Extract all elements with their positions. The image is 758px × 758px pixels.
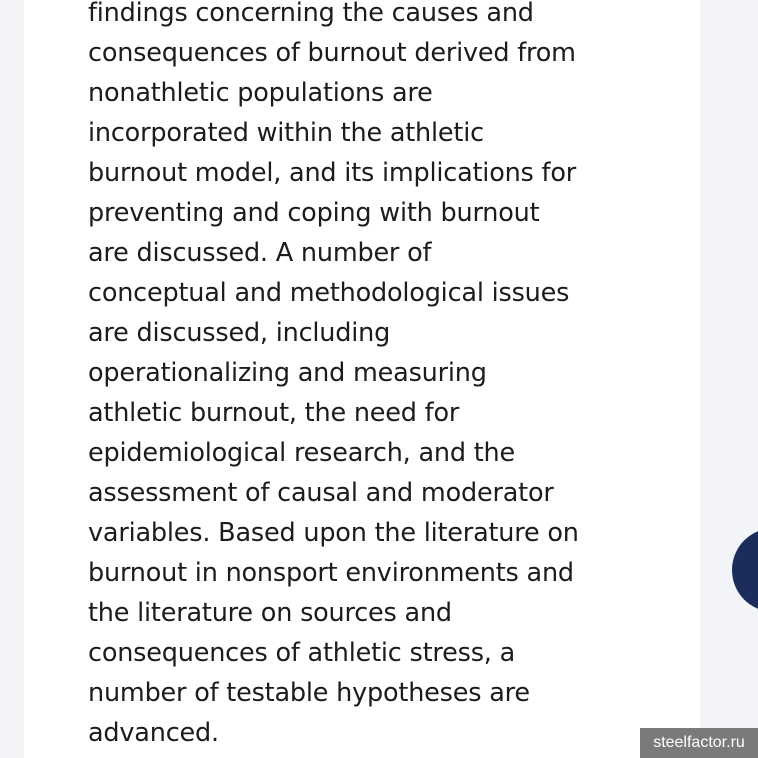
text-line: epidemiological research, and the bbox=[88, 438, 516, 468]
text-line: athletic burnout, the need for bbox=[88, 398, 460, 428]
text-line: findings concerning the causes and bbox=[88, 0, 534, 28]
text-line: preventing and coping with burnout bbox=[88, 198, 540, 228]
text-line: conceptual and methodological issues bbox=[88, 278, 570, 308]
text-line: nonathletic populations are bbox=[88, 78, 433, 108]
text-line: are discussed, including bbox=[88, 318, 391, 348]
text-line: variables. Based upon the literature on bbox=[88, 518, 579, 548]
article-card bbox=[24, 0, 700, 758]
text-line: consequences of athletic stress, a bbox=[88, 638, 516, 668]
watermark: steelfactor.ru bbox=[640, 728, 758, 758]
text-line: are discussed. A number of bbox=[88, 238, 432, 268]
text-line: burnout in nonsport environments and bbox=[88, 558, 574, 588]
text-line: burnout model, and its implications for bbox=[88, 158, 577, 188]
text-line: incorporated within the athletic bbox=[88, 118, 484, 148]
text-line: the literature on sources and bbox=[88, 598, 452, 628]
text-line: consequences of burnout derived from bbox=[88, 38, 576, 68]
article-abstract bbox=[88, 0, 688, 753]
text-line: assessment of causal and moderator bbox=[88, 478, 554, 508]
text-line: operationalizing and measuring bbox=[88, 358, 487, 388]
text-line: number of testable hypotheses are bbox=[88, 678, 530, 708]
text-line: advanced. bbox=[88, 718, 219, 748]
floating-action-button[interactable] bbox=[732, 528, 758, 612]
